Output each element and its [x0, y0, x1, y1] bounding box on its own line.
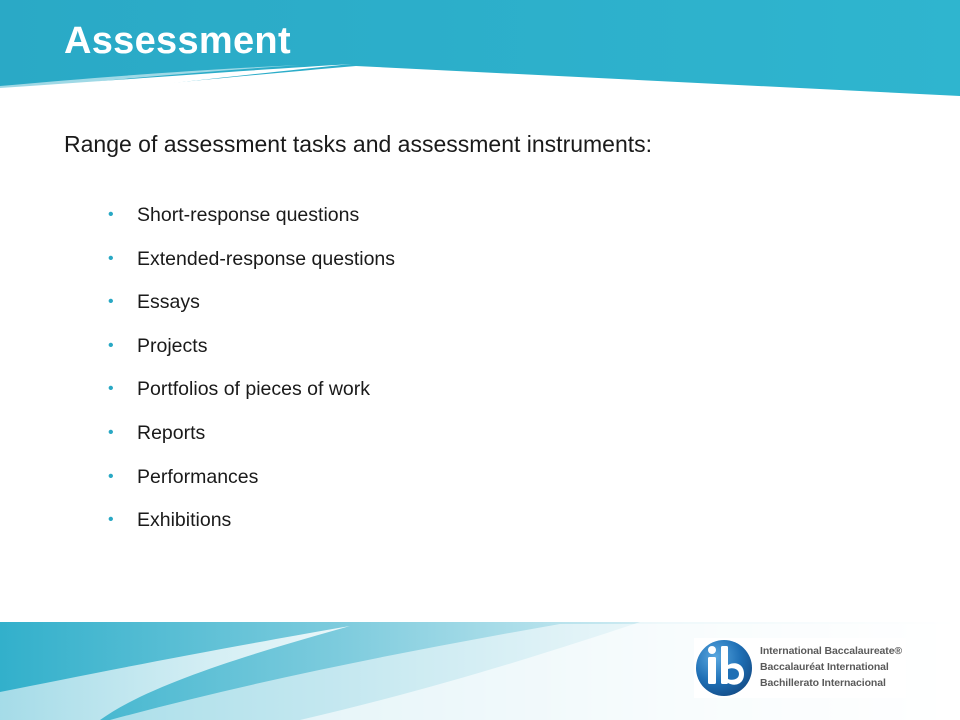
- bullet-icon: •: [108, 336, 114, 354]
- list-item: [108, 418, 395, 462]
- list-item-label: Essays: [137, 291, 200, 314]
- list-item: [108, 462, 395, 506]
- list-item: [108, 287, 395, 331]
- list-item: [108, 374, 395, 418]
- list-item: [108, 331, 395, 375]
- bullet-icon: •: [108, 206, 114, 223]
- ib-logo-icon: [694, 638, 754, 698]
- list-item-label: Extended-response questions: [137, 247, 396, 270]
- bullet-icon: •: [108, 380, 114, 398]
- bullet-list: [108, 200, 395, 549]
- bullet-icon: •: [108, 293, 114, 311]
- logo-line-french: Baccalauréat International: [760, 661, 889, 673]
- bullet-icon: •: [108, 249, 114, 267]
- list-item-label: Portfolios of pieces of work: [137, 378, 371, 401]
- list-item: [108, 505, 395, 549]
- bullet-icon: •: [108, 467, 114, 485]
- list-item-label: Exhibitions: [137, 509, 232, 532]
- ib-logo: [694, 638, 906, 698]
- list-item: [108, 200, 395, 244]
- bullet-icon: •: [108, 423, 114, 441]
- ib-logo-wordmark: [760, 643, 906, 691]
- list-item-label: Reports: [137, 421, 206, 444]
- list-item-label: Projects: [137, 334, 208, 357]
- logo-line-spanish: Bachillerato Internacional: [760, 677, 886, 689]
- logo-line-english: International Baccalaureate®: [760, 645, 903, 657]
- bullet-icon: •: [108, 511, 114, 529]
- list-item: [108, 244, 395, 288]
- list-item-label: Short-response questions: [137, 204, 360, 226]
- list-item-label: Performances: [137, 465, 259, 488]
- intro-text: Range of assessment tasks and assessment instruments:: [64, 131, 653, 157]
- slide-title: Assessment: [64, 20, 291, 62]
